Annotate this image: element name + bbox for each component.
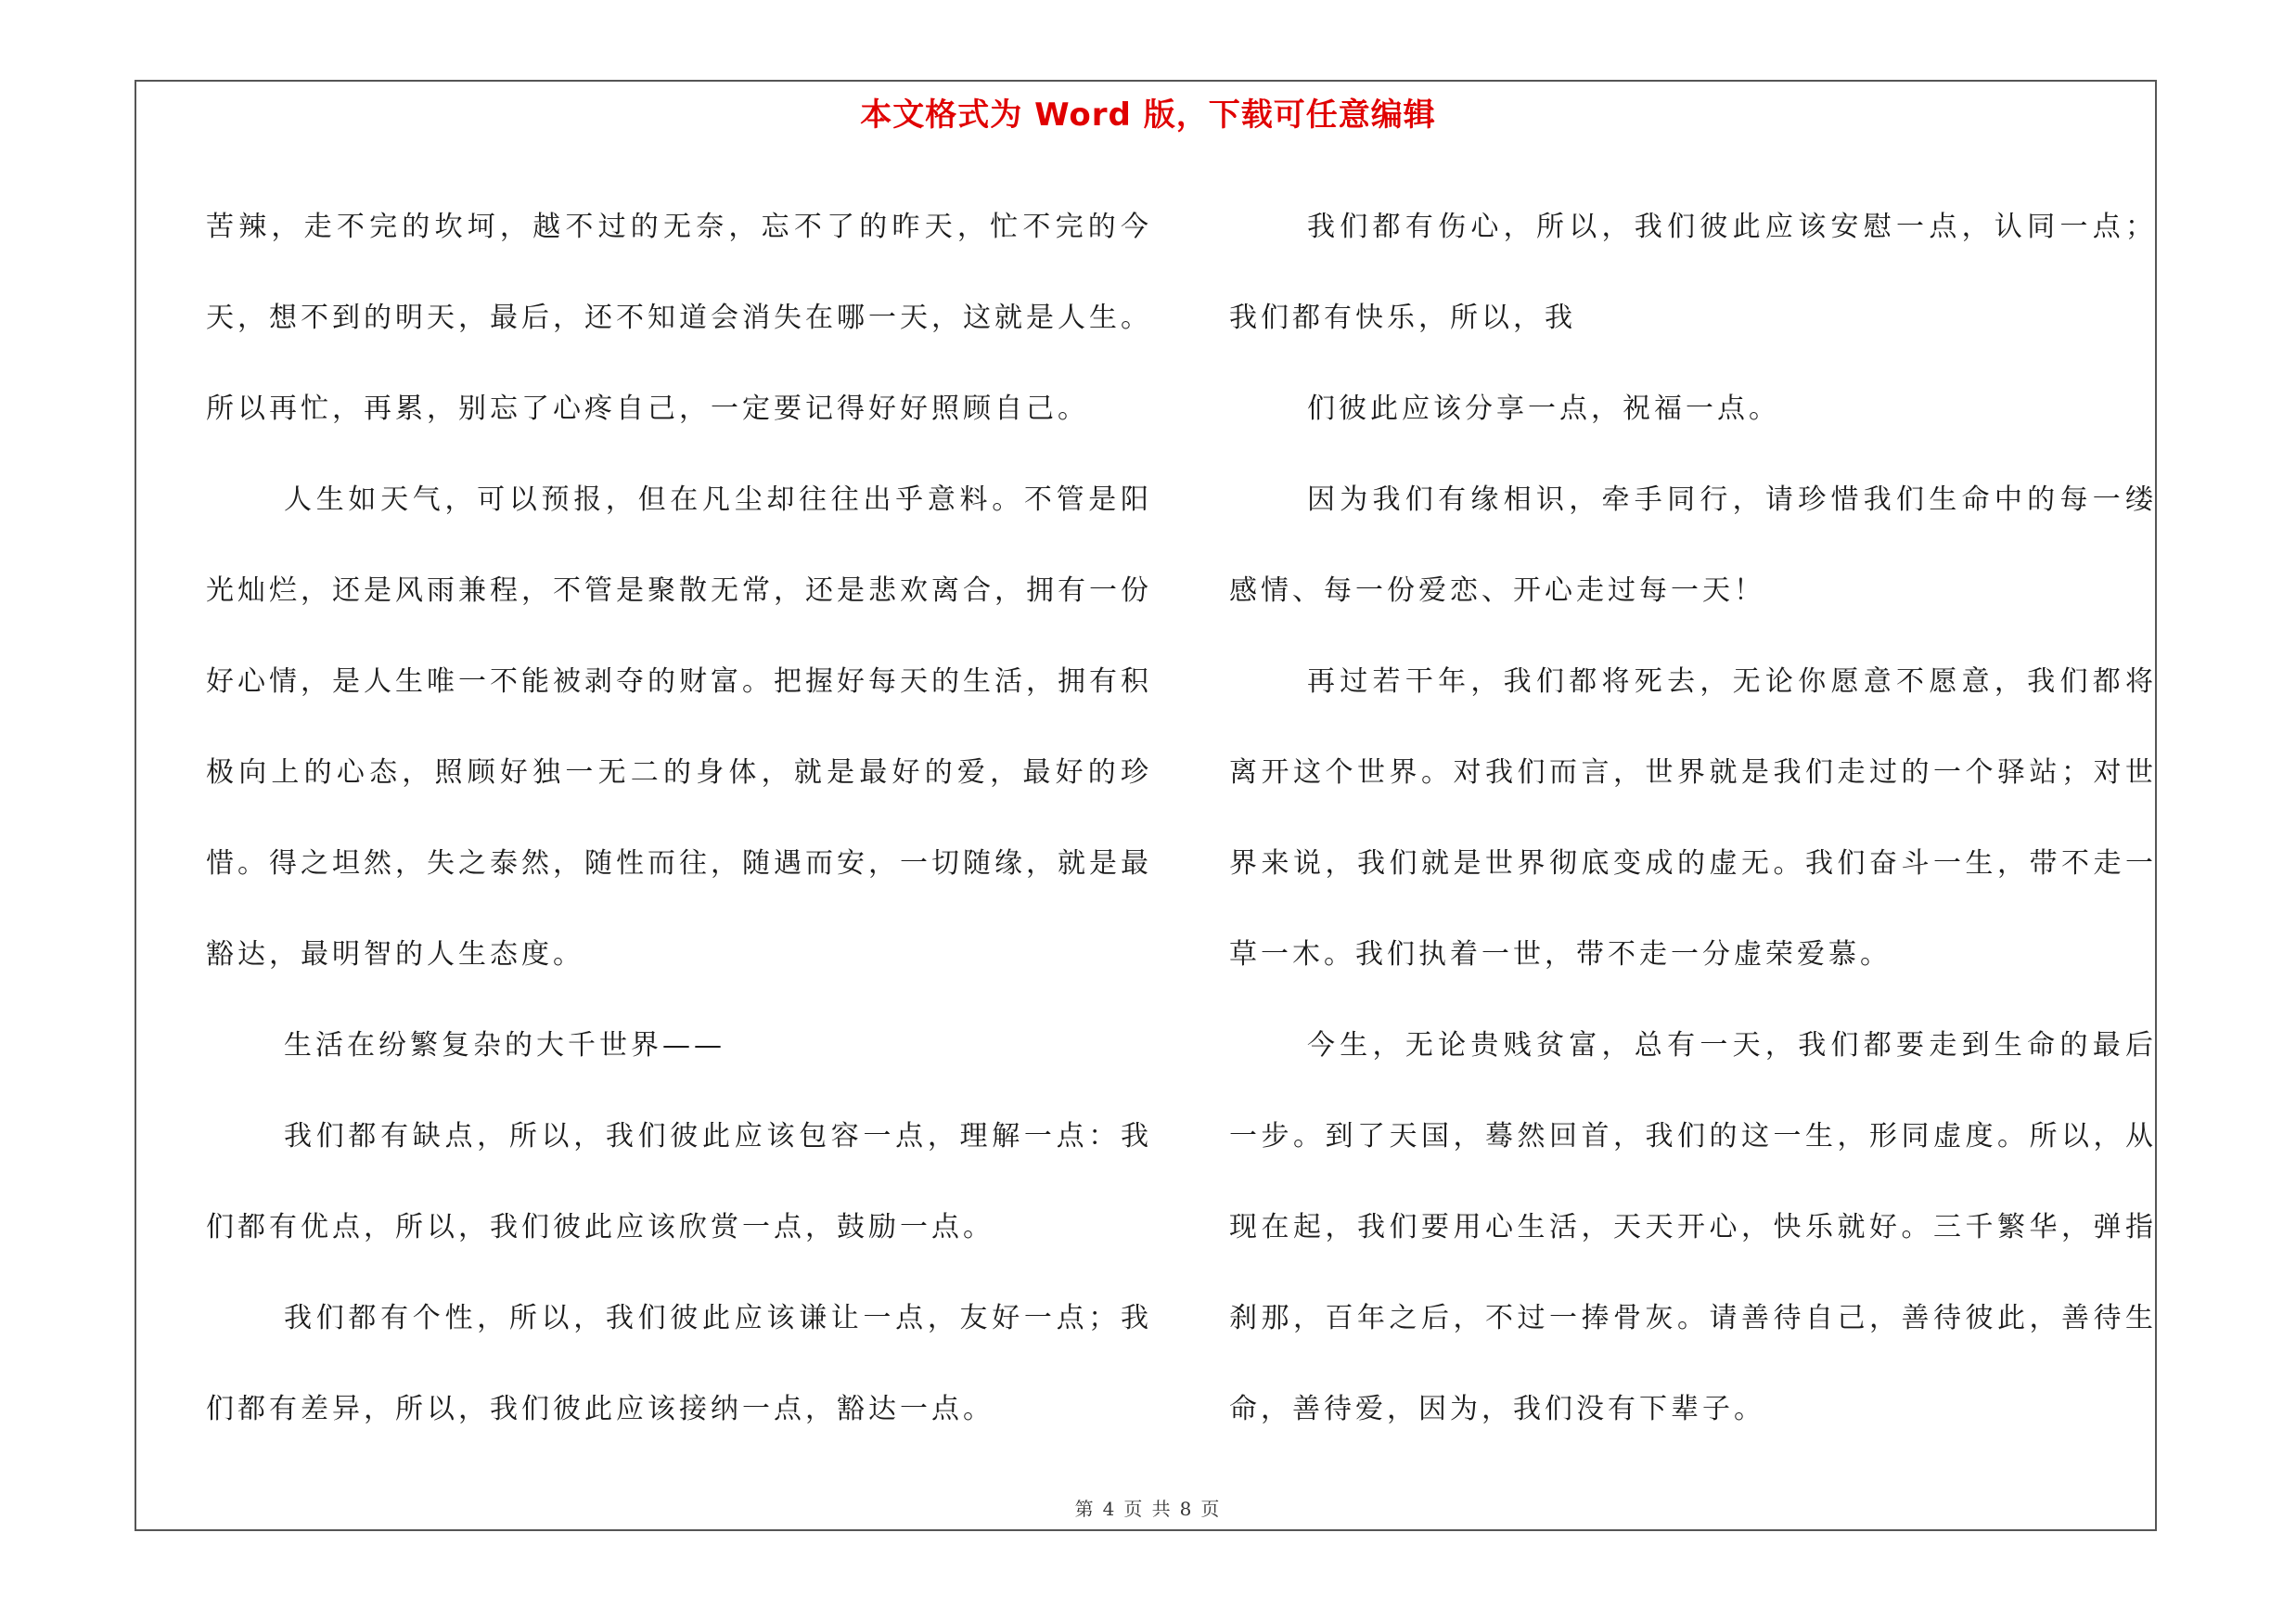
paragraph: 我们都有伤心，所以，我们彼此应该安慰一点，认同一点；我们都有快乐，所以，我 [1229, 211, 2157, 334]
footer-prefix: 第 [1074, 1498, 1096, 1520]
paragraph: 我们都有个性，所以，我们彼此应该谦让一点，友好一点；我们都有差异，所以，我们彼此应该接纳一点，豁达一点。 [206, 1302, 1152, 1425]
paragraph: 人生如天气，可以预报，但在凡尘却往往出乎意料。不管是阳光灿烂，还是风雨兼程，不管是聚散无常，还是悲欢离合，拥有一份好心情，是人生唯一不能被剥夺的财富。把握好每天的生活，拥有积极向上的心态，照顾好独一无二的身体，就是最好的爱，最好的珍惜。得之坦然，失之泰然，随性而往，随遇而安，一切随缘，就是最豁达，最明智的人生态度。 [206, 483, 1152, 971]
footer-total-pages: 8 [1179, 1498, 1194, 1520]
left-column [206, 182, 1152, 1455]
footer-suffix: 页 [1200, 1498, 1222, 1520]
paragraph: 我们都有缺点，所以，我们彼此应该包容一点，理解一点：我们都有优点，所以，我们彼此应该欣赏一点，鼓励一点。 [206, 1120, 1152, 1243]
footer-current-page: 4 [1102, 1498, 1117, 1520]
header-banner: 本文格式为 Word 版，下载可任意编辑 [860, 97, 1436, 134]
paragraph: 生活在纷繁复杂的大千世界—— [284, 1029, 725, 1062]
page-footer [0, 1494, 2296, 1521]
paragraph: 再过若干年，我们都将死去，无论你愿意不愿意，我们都将离开这个世界。对我们而言，世界就是我们走过的一个驿站；对世界来说，我们就是世界彻底变成的虚无。我们奋斗一生，带不走一草一木。我们执着一世，带不走一分虚荣爱慕。 [1229, 665, 2157, 971]
right-column [1229, 182, 2157, 1455]
footer-mid: 页 共 [1123, 1498, 1173, 1520]
paragraph: 今生，无论贵贱贫富，总有一天，我们都要走到生命的最后一步。到了天国，蓦然回首，我们的这一生，形同虚度。所以，从现在起，我们要用心生活，天天开心，快乐就好。三千繁华，弹指刹那，百年之后，不过一捧骨灰。请善待自己，善待彼此，善待生命，善待爱，因为，我们没有下辈子。 [1229, 1029, 2157, 1425]
paragraph: 苦辣，走不完的坎坷，越不过的无奈，忘不了的昨天，忙不完的今天，想不到的明天，最后，还不知道会消失在哪一天，这就是人生。所以再忙，再累，别忘了心疼自己，一定要记得好好照顾自己。 [206, 211, 1152, 425]
paragraph: 们彼此应该分享一点，祝福一点。 [1307, 393, 1780, 425]
paragraph: 因为我们有缘相识，牵手同行，请珍惜我们生命中的每一缕感情、每一份爱恋、开心走过每一天！ [1229, 483, 2157, 607]
